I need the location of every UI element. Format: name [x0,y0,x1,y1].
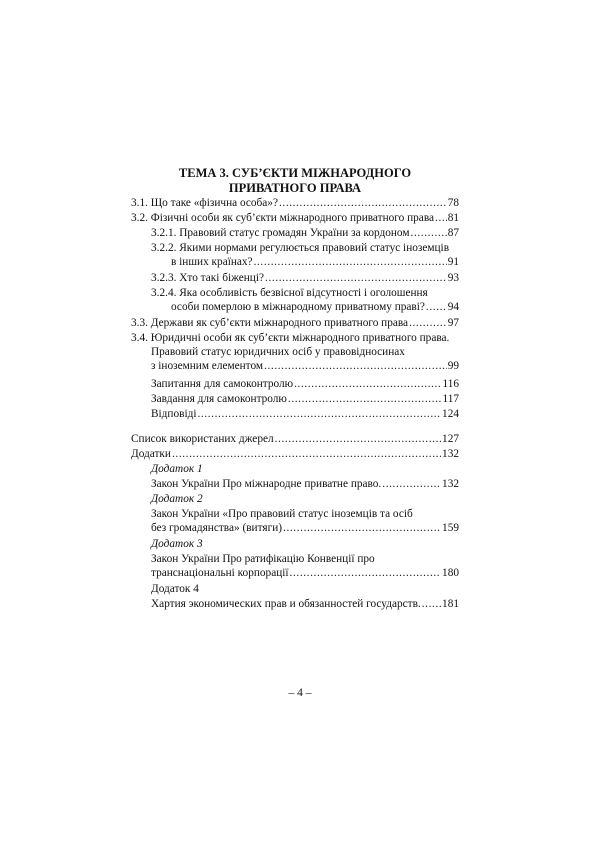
toc-leader-dots [435,211,447,225]
toc-entry-label: Запитання для самоконтролю [151,378,294,390]
section-title [131,166,459,196]
toc-entry-page: 116 [442,378,459,390]
appendix-2-heading: Додаток 2 [151,493,203,505]
page-number: – 4 – [288,687,312,699]
toc-entry-label-line: Закон України Про ратифікацію Конвенції про [151,553,375,565]
toc-entry-label: в інших країнах? [171,256,253,268]
toc-entry-page: 159 [442,522,459,534]
toc-entry-page: 81 [447,212,459,224]
toc-leader-dots [172,447,441,461]
toc-leader-dots [382,477,441,491]
section-title-line-1: ТЕМА 3. СУБ’ЄКТИ МІЖНАРОДНОГО [178,166,412,180]
toc-entry-page: 99 [447,360,459,372]
toc-entry-label-line: 3.4. Юридичні особи як суб’єкти міжнародного приватного права. [131,332,450,344]
toc-entry-label: 3.2.3. Хто такі біженці? [151,272,265,284]
toc-entry-page: 124 [442,408,459,420]
toc-entry-answers[interactable] [151,407,459,421]
appendix-1-heading: Додаток 1 [151,463,203,475]
toc-entry-label: Хартия экономических прав и обязанностей государств. [151,598,421,610]
toc-entry-label: 3.2. Фізичні особи як суб’єкти міжнародного приватного права [131,212,435,224]
toc-entry-label: Закон України Про міжнародне приватне право. [151,478,382,490]
toc-entry-label: транснаціональні корпорації [151,567,289,579]
toc-entry-label: 3.1. Що таке «фізична особа»? [131,197,278,209]
toc-entry-page: 132 [442,478,459,490]
toc-entry-page: 117 [442,393,459,405]
toc-entry-label: 3.3. Держави як суб’єкти міжнародного приватного права [131,317,409,329]
toc-leader-dots [279,196,447,210]
toc-leader-dots [283,521,441,535]
toc-leader-dots [290,566,442,580]
toc-entry-3-2-2[interactable] [151,241,459,269]
toc-entry-label-line: 3.2.4. Яка особливість безвісної відсутності і оголошення [151,287,428,299]
toc-entry-appendices[interactable] [131,447,459,461]
toc-entry-page: 94 [447,301,459,313]
toc-entry-label: особи померлою в міжнародному приватному праві? [171,301,425,313]
toc-entry-3-2-1[interactable] [151,226,459,240]
toc-entry-3-2-4[interactable] [151,286,459,314]
toc-entry-3-2[interactable] [131,211,459,225]
toc-entry-3-1[interactable] [131,196,459,210]
toc-entry-label: Завдання для самоконтролю [151,393,287,405]
toc-leader-dots [265,271,447,285]
appendix-3-heading: Додаток 3 [151,538,203,550]
toc-leader-dots [409,316,447,330]
toc-entry-appendix-2[interactable] [151,507,459,535]
toc-entry-page: 180 [442,567,459,579]
toc-entry-self-check-questions[interactable] [151,377,459,391]
toc-leader-dots [197,407,441,421]
toc-entry-label: Відповіді [151,408,197,420]
toc-entry-3-2-3[interactable] [151,271,459,285]
toc-entry-label: без громадянства» (витяги) [151,522,283,534]
toc-entry-page: 87 [447,227,459,239]
toc-entry-page: 181 [442,598,459,610]
appendix-4-heading: Додаток 4 [151,583,199,595]
toc-entry-label-line: Закон України «Про правовий статус іноземців та осіб [151,508,413,520]
toc-entry-label: з іноземним елементом [151,360,264,372]
toc-leader-dots [294,377,441,391]
toc-entry-page: 93 [447,272,459,284]
toc-leader-dots [426,300,447,314]
toc-entry-label-line: 3.2.2. Якими нормами регулюється правовий статус іноземців [151,242,450,254]
toc-entry-appendix-1[interactable] [151,477,459,491]
toc-entry-label: 3.2.1. Правовий статус громадян України за кордоном [151,227,410,239]
toc-entry-appendix-4[interactable] [151,597,459,611]
toc-entry-references[interactable] [131,432,459,446]
toc-entry-appendix-3[interactable] [151,552,459,580]
toc-entry-page: 127 [442,433,459,445]
toc-leader-dots [264,359,447,373]
toc-entry-3-3[interactable] [131,316,459,330]
toc-entry-label-line: Правовий статус юридичних осіб у правовідносинах [151,346,405,358]
toc-entry-self-check-tasks[interactable] [151,392,459,406]
toc-entry-page: 78 [447,197,459,209]
toc-leader-dots [411,226,447,240]
toc-entry-label: Список використаних джерел [131,433,274,445]
toc-entry-3-4[interactable] [131,331,459,373]
toc-leader-dots [422,597,441,611]
toc-entry-page: 132 [442,448,459,460]
section-title-line-2: ПРИВАТНОГО ПРАВА [228,181,362,195]
toc-entry-label: Додатки [131,448,171,460]
toc-leader-dots [254,255,447,269]
toc-entry-page: 97 [447,317,459,329]
toc-leader-dots [288,392,442,406]
toc-entry-page: 91 [447,256,459,268]
toc-leader-dots [275,432,441,446]
